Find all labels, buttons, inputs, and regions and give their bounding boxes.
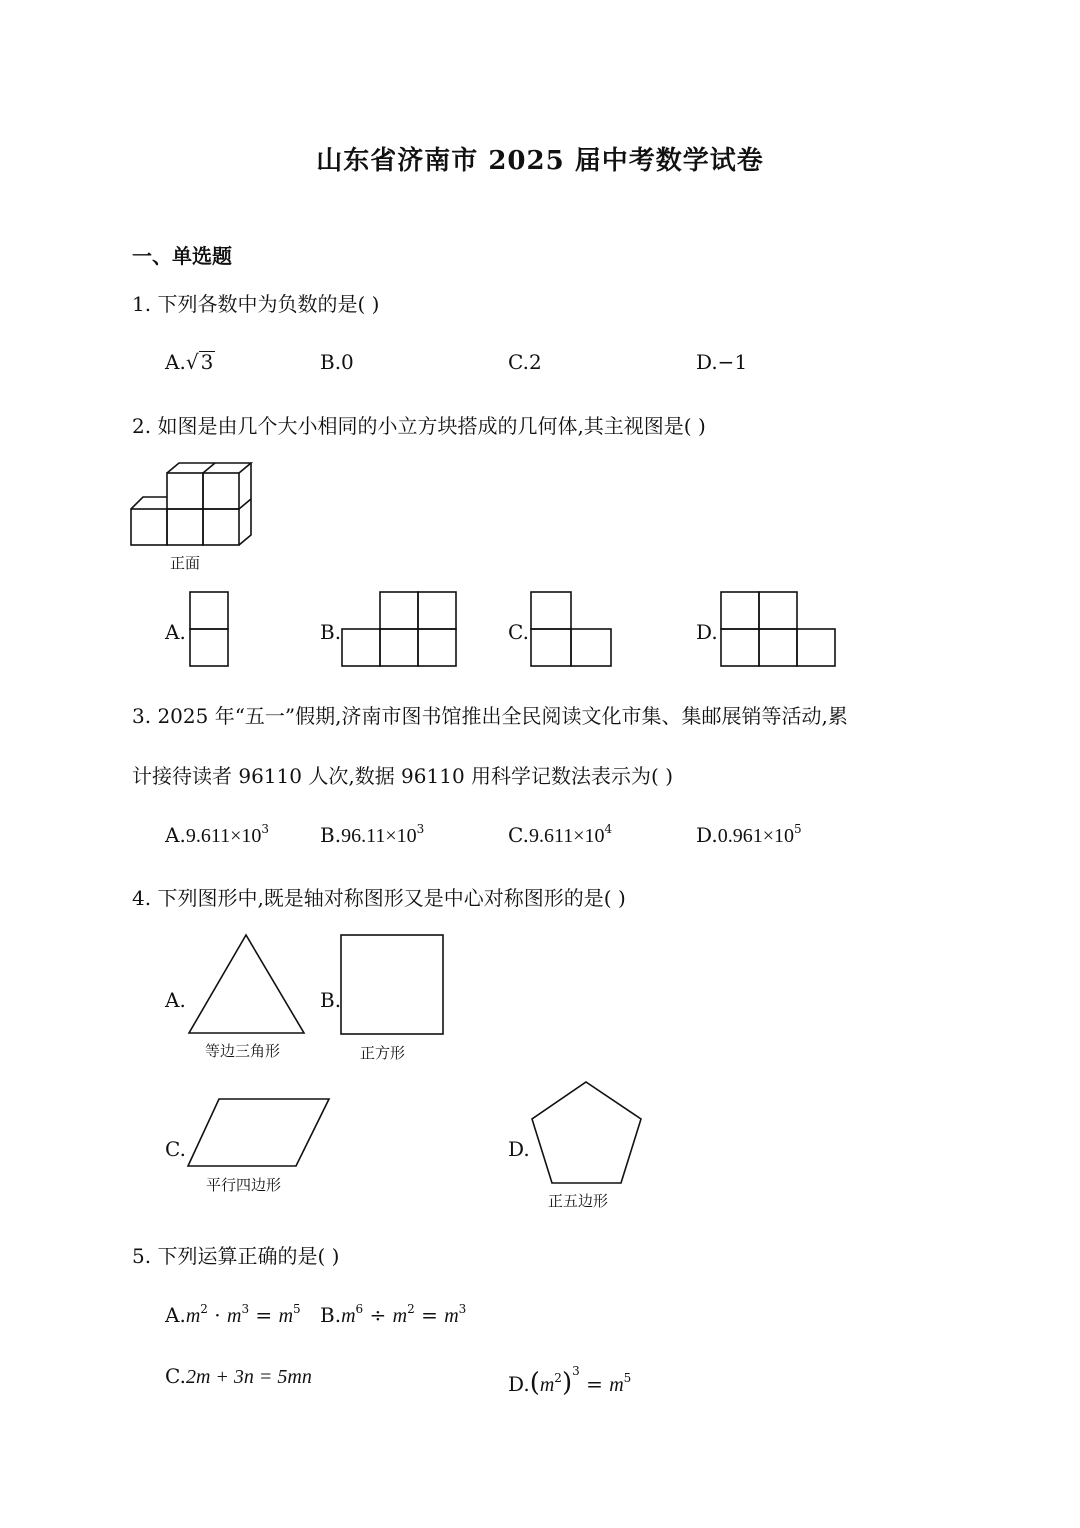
q5-d-left-paren: (: [529, 1368, 540, 1398]
view-square: [342, 629, 380, 666]
q5-option-c-label: C.: [165, 1364, 186, 1388]
q5-c-expression: 2m + 3n = 5mn: [185, 1366, 312, 1388]
q5-option-d-label: D.: [508, 1372, 530, 1396]
q5-b-term: m: [341, 1305, 356, 1327]
q5-d-equals: =: [579, 1372, 610, 1396]
q5-d-exponent: 2: [554, 1371, 562, 1385]
q1-option-b: B.0: [320, 350, 354, 374]
q5-a-term: m: [185, 1305, 201, 1327]
q5-d-outer-exponent: 3: [572, 1364, 580, 1378]
cube-front-face: [131, 509, 167, 545]
q3-option-c-base: 9.611×10: [528, 825, 605, 847]
q3-option-d-exponent: 5: [793, 822, 802, 836]
q5-a-exponent: 5: [293, 1302, 301, 1316]
view-square: [797, 629, 835, 666]
sqrt-icon: √: [185, 350, 199, 374]
q4-option-b-label: B.: [320, 988, 342, 1012]
q5-a-exponent: 3: [241, 1302, 250, 1316]
q3-option-a-exponent: 3: [261, 822, 269, 836]
q5-a-equals: =: [249, 1303, 279, 1327]
q4-option-a-caption: 等边三角形: [205, 1042, 281, 1060]
question-3-stem-line2: 计接待读者 96110 人次,数据 96110 用科学记数法表示为( ): [132, 764, 673, 788]
section-heading: 一、单选题: [132, 244, 232, 268]
q3-option-c-exponent: 4: [604, 822, 613, 836]
q5-option-b: [320, 1302, 466, 1328]
q1-option-a-label: A.: [165, 350, 186, 374]
q3-option-a-base: 9.611×10: [185, 825, 262, 847]
square-shape: [341, 935, 443, 1034]
view-square: [380, 592, 418, 629]
question-1-stem: 1. 下列各数中为负数的是( ): [132, 292, 380, 316]
view-square: [531, 592, 571, 629]
cube-front-face: [203, 473, 239, 509]
view-square: [571, 629, 611, 666]
pentagon-shape: [532, 1082, 641, 1183]
q3-option-a-label: A.: [165, 823, 186, 847]
question-3-stem-line1: 3. 2025 年“五一”假期,济南市图书馆推出全民阅读文化市集、集邮展销等活动,累: [132, 704, 848, 728]
q4-option-c-label: C.: [165, 1137, 186, 1161]
q3-option-b: [320, 822, 424, 848]
q5-d-right-paren: ): [561, 1368, 573, 1398]
q5-option-c: [165, 1364, 312, 1389]
cube-front-face: [167, 509, 203, 545]
q5-a-term: m: [226, 1305, 242, 1327]
q5-b-equals: =: [414, 1303, 445, 1327]
q4-option-d-caption: 正五边形: [548, 1192, 609, 1210]
q5-option-a-label: A.: [165, 1303, 186, 1327]
q4-option-b-caption: 正方形: [360, 1044, 406, 1062]
q2-option-d-label: D.: [696, 620, 718, 644]
cube-front-face: [203, 509, 239, 545]
q3-option-b-label: B.: [320, 823, 342, 847]
q5-d-exponent: 5: [623, 1371, 632, 1385]
q2-option-c-label: C.: [508, 620, 529, 644]
q5-b-term: m: [392, 1305, 408, 1327]
regular-pentagon-figure: [0, 0, 1, 1]
q3-option-d-base: 0.961×10: [717, 825, 794, 847]
q2-option-a-label: A.: [165, 620, 186, 644]
q1-option-c: C.2: [508, 350, 542, 374]
view-square: [759, 592, 797, 629]
view-square: [721, 592, 759, 629]
triangle-shape: [189, 935, 304, 1033]
view-square: [418, 629, 456, 666]
view-square: [531, 629, 571, 666]
cube-front-face: [167, 473, 203, 509]
q5-b-exponent: 6: [355, 1302, 364, 1316]
parallelogram-shape: [188, 1099, 329, 1166]
view-square: [190, 592, 228, 629]
q5-b-term: m: [444, 1305, 459, 1327]
q5-d-term: m: [539, 1374, 555, 1396]
view-square: [721, 629, 759, 666]
q5-a-exponent: 2: [200, 1302, 208, 1316]
q1-option-a-radicand: 3: [200, 350, 214, 374]
q3-option-c: [508, 822, 612, 848]
q2-figure-caption: 正面: [170, 554, 201, 572]
q1-option-d: D.−1: [696, 350, 748, 374]
q3-option-d: [696, 822, 802, 848]
q2-option-b-label: B.: [320, 620, 342, 644]
q5-b-operator: ÷: [363, 1303, 393, 1327]
q4-option-d-label: D.: [508, 1137, 530, 1161]
cube-top-edge: [131, 497, 167, 509]
q3-option-b-base: 96.11×10: [341, 825, 417, 847]
question-5-stem: 5. 下列运算正确的是( ): [132, 1244, 340, 1268]
q5-option-d: [508, 1364, 631, 1398]
question-2-stem: 2. 如图是由几个大小相同的小立方块搭成的几何体,其主视图是( ): [132, 414, 706, 438]
q5-b-exponent: 2: [407, 1302, 415, 1316]
cube-top-edge: [203, 463, 215, 473]
q5-a-term: m: [278, 1305, 294, 1327]
q5-option-b-label: B.: [320, 1303, 342, 1327]
view-square: [190, 629, 228, 666]
cube-side-edge: [239, 499, 251, 509]
q1-option-a: [165, 350, 215, 374]
question-4-stem: 4. 下列图形中,既是轴对称图形又是中心对称图形的是( ): [132, 886, 626, 910]
view-square: [380, 629, 418, 666]
q3-option-a: [165, 822, 269, 848]
q4-option-a-label: A.: [165, 988, 186, 1012]
q3-option-b-exponent: 3: [416, 822, 425, 836]
q3-option-d-label: D.: [696, 823, 718, 847]
q4-option-c-caption: 平行四边形: [206, 1176, 282, 1194]
view-square: [759, 629, 797, 666]
q3-option-c-label: C.: [508, 823, 529, 847]
q5-a-operator: ·: [207, 1303, 227, 1327]
q5-d-term: m: [609, 1374, 624, 1396]
q5-option-a: [165, 1302, 301, 1328]
page-title: 山东省济南市 2025 届中考数学试卷: [316, 146, 764, 176]
view-square: [418, 592, 456, 629]
q5-b-exponent: 3: [458, 1302, 467, 1316]
